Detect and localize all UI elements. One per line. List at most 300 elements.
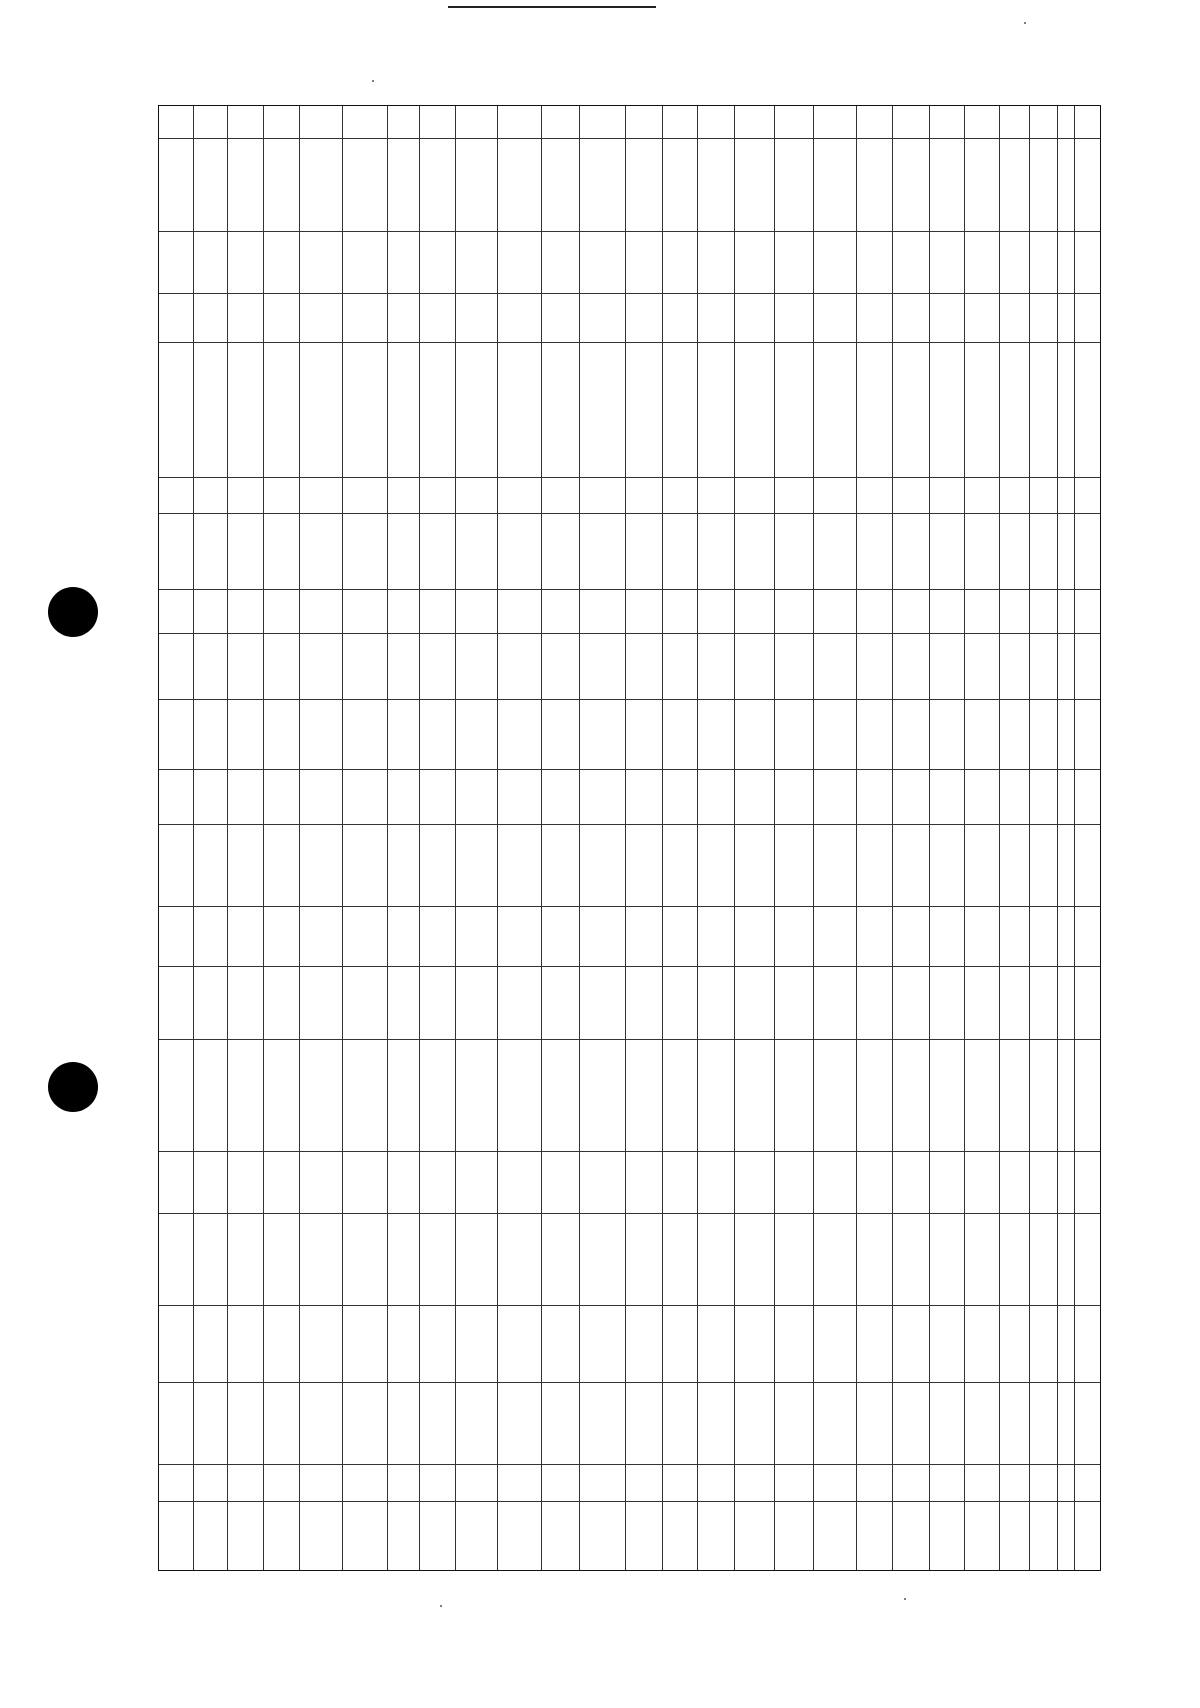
table-cell-map-link <box>541 342 579 477</box>
table-cell-address <box>1057 138 1074 231</box>
table-cell-val4 <box>774 769 813 824</box>
table-cell-description <box>387 513 419 589</box>
table-cell-type2 <box>342 966 387 1039</box>
table-cell-year <box>579 1464 625 1501</box>
table-cell-year <box>625 1464 662 1501</box>
table-cell-cadastral-quarter <box>734 231 774 293</box>
table-cell-number <box>999 106 1029 138</box>
table-cell-type2 <box>579 966 625 1039</box>
table-cell-legal-address <box>541 1213 579 1305</box>
table-cell-type1 <box>1029 906 1057 966</box>
table-cell-legal-address <box>697 1213 734 1305</box>
table-cell-ogrn <box>813 1151 856 1213</box>
table-cell-funding <box>774 1501 813 1572</box>
table-cell-type1 <box>299 906 342 966</box>
table-cell-description <box>929 513 964 589</box>
table-cell-cadastral-quarter <box>159 231 193 293</box>
table-cell-ogrn <box>497 1151 541 1213</box>
table-cell-legal-address <box>497 1213 541 1305</box>
table-cell-year <box>299 1464 342 1501</box>
table-cell-funding <box>419 1501 455 1572</box>
table-cell-val2 <box>697 633 734 699</box>
table-cell-year <box>892 1464 929 1501</box>
table-cell-source-address <box>419 1382 455 1464</box>
table-cell-val5 <box>387 824 419 906</box>
table-cell-address <box>697 138 734 231</box>
table-cell-year <box>964 1464 999 1501</box>
table-cell-val1 <box>299 589 342 633</box>
table-cell-type2 <box>697 966 734 1039</box>
table-cell-description <box>263 513 299 589</box>
table-cell-val3 <box>1074 699 1102 769</box>
table-cell-val2 <box>497 633 541 699</box>
table-cell-cadastral-quarter <box>1029 231 1057 293</box>
table-cell-val5 <box>964 824 999 906</box>
table-cell-year <box>1074 1464 1102 1501</box>
table-cell-kind <box>541 1305 579 1382</box>
table-cell-cadastral-number <box>774 293 813 342</box>
table-cell-year <box>387 1464 419 1501</box>
table-cell-val1 <box>541 589 579 633</box>
table-cell-funding <box>892 1501 929 1572</box>
table-cell-description <box>813 513 856 589</box>
table-cell-source-address <box>774 1382 813 1464</box>
table-cell-source-address <box>999 1382 1029 1464</box>
table-cell-val3 <box>299 699 342 769</box>
table-cell-val4 <box>892 769 929 824</box>
table-cell-type1 <box>497 906 541 966</box>
table-cell-val4 <box>625 769 662 824</box>
table-cell-address <box>419 138 455 231</box>
table-cell-ogrn <box>774 1151 813 1213</box>
table-cell-kind <box>387 1305 419 1382</box>
table-cell-source-address <box>387 1382 419 1464</box>
table-cell-surface <box>263 477 299 513</box>
table-cell-kind <box>734 1305 774 1382</box>
table-cell-cadastral-number <box>579 293 625 342</box>
table-cell-source-address <box>159 1382 193 1464</box>
table-cell-ogrn <box>734 1151 774 1213</box>
table-cell-cadastral-number <box>662 293 697 342</box>
table-cell-owner <box>387 1039 419 1151</box>
table-cell-legal-address <box>856 1213 892 1305</box>
table-cell-cadastral-quarter <box>625 231 662 293</box>
table-cell-owner <box>929 1039 964 1151</box>
table-cell-description <box>892 513 929 589</box>
table-cell-type2 <box>419 966 455 1039</box>
table-cell-val4 <box>697 769 734 824</box>
table-cell-kind <box>159 1305 193 1382</box>
table-cell-owner <box>419 1039 455 1151</box>
table-cell-source-address <box>541 1382 579 1464</box>
table-cell-type2 <box>497 966 541 1039</box>
table-cell-legal-address <box>387 1213 419 1305</box>
table-cell-val3 <box>579 699 625 769</box>
table-cell-legal-address <box>892 1213 929 1305</box>
table-cell-type2 <box>159 966 193 1039</box>
table-cell-kind <box>929 1305 964 1382</box>
table-cell-address <box>774 138 813 231</box>
table-cell-funding <box>813 1501 856 1572</box>
table-cell-type2 <box>856 966 892 1039</box>
table-cell-type1 <box>419 906 455 966</box>
table-cell-year <box>662 1464 697 1501</box>
table-cell-cadastral-number <box>419 293 455 342</box>
table-cell-legal-address <box>263 1213 299 1305</box>
table-cell-val5 <box>419 824 455 906</box>
table-cell-val4 <box>579 769 625 824</box>
table-cell-surface <box>419 477 455 513</box>
table-cell-source-address <box>497 1382 541 1464</box>
table-cell-val2 <box>579 633 625 699</box>
table-cell-description <box>455 513 497 589</box>
table-cell-cadastral-quarter <box>1057 231 1074 293</box>
table-cell-description <box>541 513 579 589</box>
table-cell-val3 <box>999 699 1029 769</box>
table-cell-ogrn <box>419 1151 455 1213</box>
table-cell-val2 <box>999 633 1029 699</box>
table-cell-cadastral-number <box>497 293 541 342</box>
table-cell-type2 <box>455 966 497 1039</box>
table-cell-val5 <box>1074 824 1102 906</box>
table-cell-val4 <box>1074 769 1102 824</box>
table-cell-funding <box>263 1501 299 1572</box>
scan-speck <box>372 80 374 82</box>
table-cell-cadastral-quarter <box>299 231 342 293</box>
table-cell-address <box>263 138 299 231</box>
table-cell-funding <box>159 1501 193 1572</box>
table-cell-source-address <box>662 1382 697 1464</box>
table-cell-address <box>734 138 774 231</box>
table-cell-val2 <box>193 633 227 699</box>
table-cell-ogrn <box>541 1151 579 1213</box>
table-cell-cadastral-number <box>159 293 193 342</box>
table-cell-val4 <box>1057 769 1074 824</box>
table-cell-val1 <box>387 589 419 633</box>
table-cell-map-link <box>892 342 929 477</box>
table-cell-val4 <box>964 769 999 824</box>
table-cell-ogrn <box>1029 1151 1057 1213</box>
table-cell-type1 <box>999 906 1029 966</box>
table-cell-owner <box>579 1039 625 1151</box>
table-cell-kind <box>774 1305 813 1382</box>
table-cell-owner <box>856 1039 892 1151</box>
table-cell-val1 <box>497 589 541 633</box>
table-cell-val2 <box>774 633 813 699</box>
table-cell-number <box>892 106 929 138</box>
table-cell-val1 <box>1057 589 1074 633</box>
table-cell-val1 <box>193 589 227 633</box>
table-cell-address <box>299 138 342 231</box>
table-cell-number <box>1074 106 1102 138</box>
table-cell-cadastral-quarter <box>455 231 497 293</box>
table-cell-kind <box>813 1305 856 1382</box>
table-cell-val2 <box>227 633 263 699</box>
table-cell-type1 <box>1057 906 1074 966</box>
table-cell-legal-address <box>929 1213 964 1305</box>
table-cell-surface <box>387 477 419 513</box>
table-cell-number <box>813 106 856 138</box>
table-cell-ogrn <box>892 1151 929 1213</box>
table-cell-val3 <box>662 699 697 769</box>
table-cell-val5 <box>263 824 299 906</box>
table-cell-val2 <box>541 633 579 699</box>
table-cell-cadastral-number <box>387 293 419 342</box>
table-cell-funding <box>625 1501 662 1572</box>
table-cell-ogrn <box>856 1151 892 1213</box>
table-cell-owner <box>227 1039 263 1151</box>
table-cell-number <box>774 106 813 138</box>
table-cell-cadastral-quarter <box>929 231 964 293</box>
table-cell-address <box>159 138 193 231</box>
table-cell-cadastral-quarter <box>892 231 929 293</box>
table-cell-val2 <box>625 633 662 699</box>
table-cell-description <box>1074 513 1102 589</box>
table-cell-year <box>263 1464 299 1501</box>
table-cell-val3 <box>1057 699 1074 769</box>
table-cell-description <box>299 513 342 589</box>
table-cell-number <box>455 106 497 138</box>
table-cell-type1 <box>929 906 964 966</box>
table-cell-type2 <box>892 966 929 1039</box>
table-cell-val5 <box>227 824 263 906</box>
table-cell-cadastral-number <box>227 293 263 342</box>
table-cell-surface <box>813 477 856 513</box>
table-cell-val3 <box>541 699 579 769</box>
table-cell-val3 <box>892 699 929 769</box>
table-cell-owner <box>662 1039 697 1151</box>
table-cell-type1 <box>193 906 227 966</box>
table-cell-funding <box>387 1501 419 1572</box>
table-cell-number <box>541 106 579 138</box>
table-cell-number <box>964 106 999 138</box>
table-cell-owner <box>541 1039 579 1151</box>
table-cell-val1 <box>697 589 734 633</box>
table-cell-source-address <box>625 1382 662 1464</box>
table-cell-funding <box>299 1501 342 1572</box>
table-cell-cadastral-number <box>342 293 387 342</box>
table-cell-ogrn <box>387 1151 419 1213</box>
table-cell-number <box>734 106 774 138</box>
table-cell-description <box>856 513 892 589</box>
table-cell-map-link <box>1074 342 1102 477</box>
table-cell-val5 <box>1029 824 1057 906</box>
table-cell-cadastral-quarter <box>774 231 813 293</box>
table-cell-surface <box>964 477 999 513</box>
table-cell-val3 <box>774 699 813 769</box>
table-cell-description <box>193 513 227 589</box>
table-cell-map-link <box>387 342 419 477</box>
table-cell-cadastral-quarter <box>497 231 541 293</box>
table-cell-val3 <box>159 699 193 769</box>
table-cell-cadastral-number <box>734 293 774 342</box>
table-cell-val1 <box>1074 589 1102 633</box>
table-cell-cadastral-quarter <box>999 231 1029 293</box>
table-cell-val5 <box>455 824 497 906</box>
table-cell-val5 <box>813 824 856 906</box>
table-cell-val3 <box>734 699 774 769</box>
table-cell-type1 <box>159 906 193 966</box>
table-cell-val4 <box>455 769 497 824</box>
table-cell-val5 <box>342 824 387 906</box>
table-cell-val3 <box>263 699 299 769</box>
table-cell-type2 <box>299 966 342 1039</box>
table-cell-kind <box>227 1305 263 1382</box>
table-cell-cadastral-quarter <box>697 231 734 293</box>
table-cell-surface <box>734 477 774 513</box>
table-cell-description <box>697 513 734 589</box>
table-cell-source-address <box>299 1382 342 1464</box>
table-cell-cadastral-quarter <box>813 231 856 293</box>
table-cell-number <box>227 106 263 138</box>
table-cell-owner <box>734 1039 774 1151</box>
table-cell-cadastral-quarter <box>1074 231 1102 293</box>
table-cell-surface <box>999 477 1029 513</box>
table-cell-funding <box>541 1501 579 1572</box>
table-cell-val4 <box>263 769 299 824</box>
table-cell-map-link <box>342 342 387 477</box>
table-cell-val1 <box>774 589 813 633</box>
table-cell-val5 <box>497 824 541 906</box>
table-cell-description <box>1029 513 1057 589</box>
table-cell-cadastral-quarter <box>662 231 697 293</box>
table-cell-surface <box>579 477 625 513</box>
table-cell-val1 <box>579 589 625 633</box>
table-cell-val5 <box>541 824 579 906</box>
table-cell-val5 <box>856 824 892 906</box>
table-cell-surface <box>1074 477 1102 513</box>
table-cell-funding <box>497 1501 541 1572</box>
table-cell-kind <box>419 1305 455 1382</box>
table-cell-number <box>697 106 734 138</box>
table-cell-ogrn <box>299 1151 342 1213</box>
table-cell-val4 <box>856 769 892 824</box>
table-cell-type1 <box>455 906 497 966</box>
table-cell-legal-address <box>734 1213 774 1305</box>
table-cell-year <box>497 1464 541 1501</box>
table-cell-owner <box>625 1039 662 1151</box>
table-cell-surface <box>299 477 342 513</box>
table-cell-legal-address <box>227 1213 263 1305</box>
table-cell-source-address <box>734 1382 774 1464</box>
table-cell-legal-address <box>662 1213 697 1305</box>
table-cell-val1 <box>227 589 263 633</box>
table-cell-surface <box>662 477 697 513</box>
table-cell-number <box>625 106 662 138</box>
table-cell-type1 <box>734 906 774 966</box>
table-cell-val5 <box>697 824 734 906</box>
table-cell-type1 <box>387 906 419 966</box>
table-cell-type1 <box>774 906 813 966</box>
table-cell-number <box>387 106 419 138</box>
table-cell-val4 <box>299 769 342 824</box>
table-cell-kind <box>662 1305 697 1382</box>
table-cell-legal-address <box>1074 1213 1102 1305</box>
table-cell-cadastral-quarter <box>342 231 387 293</box>
table-cell-val1 <box>342 589 387 633</box>
table-cell-ogrn <box>929 1151 964 1213</box>
table-cell-source-address <box>1057 1382 1074 1464</box>
table-cell-val3 <box>419 699 455 769</box>
table-cell-val2 <box>1057 633 1074 699</box>
punch-hole-bottom <box>48 1062 98 1112</box>
table-cell-val1 <box>892 589 929 633</box>
table-cell-val5 <box>579 824 625 906</box>
table-cell-cadastral-number <box>1074 293 1102 342</box>
table-cell-type2 <box>734 966 774 1039</box>
table-cell-type1 <box>964 906 999 966</box>
table-cell-address <box>579 138 625 231</box>
table-cell-val2 <box>1074 633 1102 699</box>
table-cell-cadastral-number <box>964 293 999 342</box>
table-cell-val4 <box>227 769 263 824</box>
table-cell-address <box>964 138 999 231</box>
table-cell-surface <box>625 477 662 513</box>
table-cell-type1 <box>856 906 892 966</box>
table-cell-val1 <box>813 589 856 633</box>
table-cell-val1 <box>734 589 774 633</box>
table-cell-val4 <box>497 769 541 824</box>
table-cell-val3 <box>697 699 734 769</box>
table-cell-val3 <box>227 699 263 769</box>
table-cell-year <box>342 1464 387 1501</box>
table-cell-kind <box>193 1305 227 1382</box>
table-cell-val4 <box>662 769 697 824</box>
table-cell-number <box>1057 106 1074 138</box>
table-cell-val5 <box>662 824 697 906</box>
table-cell-funding <box>455 1501 497 1572</box>
table-cell-cadastral-quarter <box>964 231 999 293</box>
table-cell-val4 <box>419 769 455 824</box>
table-cell-surface <box>193 477 227 513</box>
table-cell-ogrn <box>193 1151 227 1213</box>
table-cell-map-link <box>734 342 774 477</box>
table-cell-val1 <box>263 589 299 633</box>
table-cell-cadastral-number <box>813 293 856 342</box>
table-cell-owner <box>263 1039 299 1151</box>
table-cell-type2 <box>227 966 263 1039</box>
table-cell-funding <box>999 1501 1029 1572</box>
table-cell-address <box>455 138 497 231</box>
table-cell-source-address <box>813 1382 856 1464</box>
table-cell-map-link <box>813 342 856 477</box>
table-cell-owner <box>455 1039 497 1151</box>
table-cell-type1 <box>263 906 299 966</box>
table-cell-map-link <box>856 342 892 477</box>
table-cell-legal-address <box>774 1213 813 1305</box>
table-cell-description <box>497 513 541 589</box>
table-cell-address <box>999 138 1029 231</box>
table-cell-funding <box>227 1501 263 1572</box>
table-cell-val5 <box>159 824 193 906</box>
table-cell-val5 <box>774 824 813 906</box>
table-cell-description <box>625 513 662 589</box>
table-cell-address <box>892 138 929 231</box>
table-cell-map-link <box>455 342 497 477</box>
table-cell-cadastral-number <box>697 293 734 342</box>
table-cell-source-address <box>263 1382 299 1464</box>
table-cell-address <box>662 138 697 231</box>
table-cell-val1 <box>419 589 455 633</box>
table-cell-ogrn <box>1074 1151 1102 1213</box>
table-cell-type2 <box>625 966 662 1039</box>
table-cell-surface <box>1029 477 1057 513</box>
table-cell-val3 <box>342 699 387 769</box>
table-cell-address <box>193 138 227 231</box>
table-cell-type2 <box>662 966 697 1039</box>
table-cell-legal-address <box>342 1213 387 1305</box>
table-cell-source-address <box>227 1382 263 1464</box>
